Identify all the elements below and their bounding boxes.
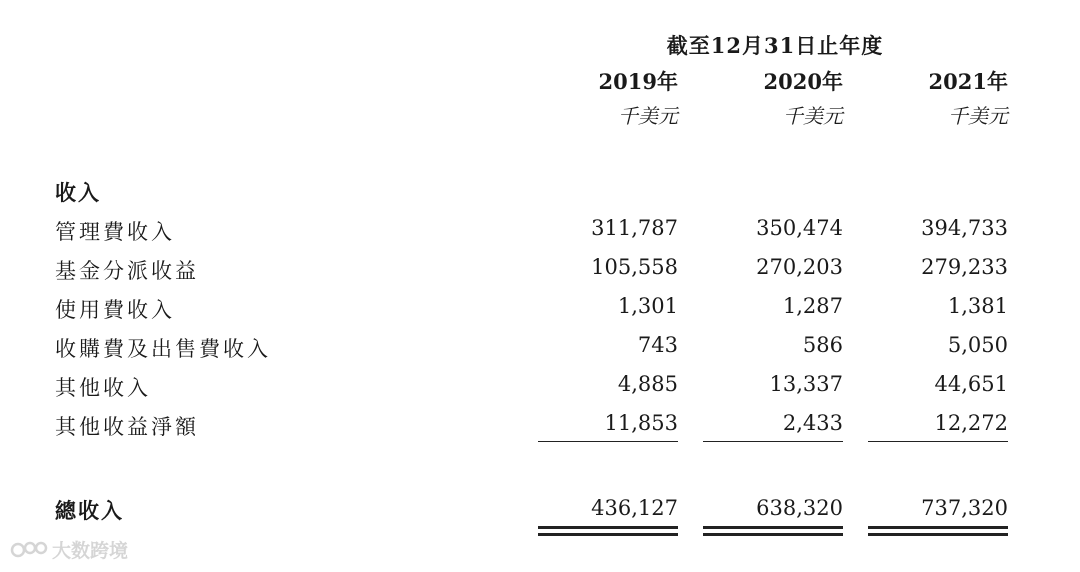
subtotal-rule (868, 441, 1008, 442)
total-value-2021: 737,320 (921, 496, 1008, 520)
period-heading: 截至12月31日止年度 (666, 33, 884, 58)
row-label: 使用費收入 (55, 298, 175, 322)
brand-logo-icon (10, 538, 50, 562)
row-label: 基金分派收益 (55, 259, 199, 283)
subtotal-rule (703, 441, 843, 442)
total-double-rule (538, 526, 678, 529)
row-value-2020: 13,337 (769, 372, 843, 396)
subtotal-rule (538, 441, 678, 442)
row-value-2021: 44,651 (934, 372, 1008, 396)
total-double-rule (538, 533, 678, 536)
row-value-2021: 279,233 (921, 255, 1008, 279)
row-value-2019: 743 (637, 333, 678, 357)
row-value-2019: 311,787 (591, 216, 678, 240)
unit-2021: 千美元 (948, 104, 1008, 128)
row-value-2021: 394,733 (921, 216, 1008, 240)
row-value-2019: 105,558 (591, 255, 678, 279)
total-double-rule (868, 533, 1008, 536)
row-value-2020: 586 (802, 333, 843, 357)
total-double-rule (703, 533, 843, 536)
section-title: 收入 (55, 180, 101, 205)
unit-2019: 千美元 (618, 104, 678, 128)
row-value-2020: 270,203 (756, 255, 843, 279)
year-2019: 2019年 (598, 69, 678, 94)
row-label: 其他收益淨額 (55, 415, 199, 439)
row-value-2019: 11,853 (604, 411, 678, 435)
row-value-2020: 1,287 (782, 294, 843, 318)
watermark-text: 大数跨境 (52, 540, 129, 562)
total-value-2019: 436,127 (591, 496, 678, 520)
row-value-2021: 12,272 (934, 411, 1008, 435)
year-2020: 2020年 (763, 69, 843, 94)
row-value-2019: 4,885 (617, 372, 678, 396)
year-2021: 2021年 (928, 69, 1008, 94)
total-value-2020: 638,320 (756, 496, 843, 520)
total-double-rule (868, 526, 1008, 529)
row-value-2021: 5,050 (947, 333, 1008, 357)
row-label: 其他收入 (55, 376, 151, 400)
total-double-rule (703, 526, 843, 529)
row-label: 管理費收入 (55, 220, 175, 244)
watermark (10, 536, 128, 563)
row-value-2020: 350,474 (756, 216, 843, 240)
row-value-2021: 1,381 (947, 294, 1008, 318)
total-label: 總收入 (55, 498, 124, 523)
row-value-2019: 1,301 (617, 294, 678, 318)
row-value-2020: 2,433 (782, 411, 843, 435)
unit-2020: 千美元 (783, 104, 843, 128)
row-label: 收購費及出售費收入 (55, 337, 271, 361)
